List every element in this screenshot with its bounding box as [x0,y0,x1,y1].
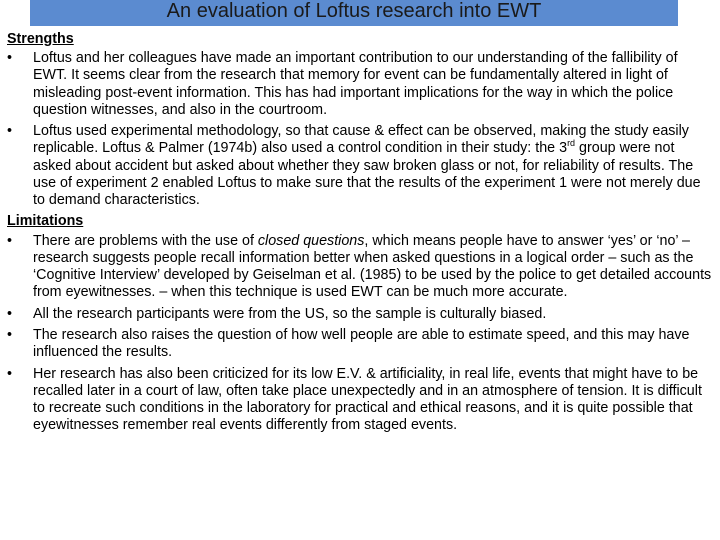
title-bar [30,0,678,26]
limitations-list [7,233,715,435]
limitation-text: Her research has also been criticized for its low E.V. & artificiality, in real life, events that might have to be recalled later in a court of law, often take place unexpectedly and in an atmosphere of tension. It is difficult to recreate such conditions in the laboratory for practical and ethical reasons, and it is quite possible that eyewitnesses remember real events differently from staged events. [33,365,702,434]
bullet-icon: • [7,50,13,67]
bullet-icon: • [7,123,13,140]
bullet-icon: • [7,232,13,249]
closed-questions-emphasis: closed questions [257,232,365,249]
limitation-text-part1: There are problems with the use of [33,232,258,249]
bullet-icon: • [7,327,13,343]
limitation-text-part2: , which means people have to answer ‘yes’ or ‘no’ – research suggests people recall information better when asked questions in a logical order – such as the ‘Cognitive Interview’ developed by Geiselman et al. (1985) to be used by the police to get detailed accounts from eyewitnesses. – when this technique is used EWT can be much more accurate. [33,232,712,301]
bullet-icon: • [7,365,13,382]
bullet-icon: • [7,305,13,322]
list-item [7,366,715,435]
limitation-text: The research also raises the question of how well people are able to estimate speed, and this may have influenced the results. [33,327,690,361]
strength-text-part1: Loftus used experimental methodology, so that cause & effect can be observed, making the study easily replicable. Loftus & Palmer (1974b) also used a control condition in their study: the 3 [33,123,689,157]
ordinal-suffix: rd [567,138,576,149]
list-item [7,306,715,323]
limitation-text: All the research participants were from the US, so the sample is culturally biased. [33,305,547,322]
list-item [7,123,715,209]
list-item [7,233,715,302]
strength-text: Loftus and her colleagues have made an important contribution to our understanding of the fallibility of EWT. It seems clear from the research that memory for event can be fundamentally altered in light of misleading post-event information. This has had important implications for the way in which the police question witnesses, and also in the courtroom. [33,50,678,118]
limitations-heading: Limitations [7,213,84,230]
slide-title: An evaluation of Loftus research into EWT [166,0,542,22]
list-item [7,327,715,361]
strength-text-part2: group were not asked about accident but asked about whether they saw broken glass or not, for reliability of results. The use of experiment 2 enabled Loftus to make sure that the results of the experiment 1 were not merely due to demand characteristics. [33,140,701,209]
list-item [7,50,715,119]
slide-content [7,31,715,439]
strengths-list [7,50,715,209]
strengths-heading: Strengths [7,31,74,47]
